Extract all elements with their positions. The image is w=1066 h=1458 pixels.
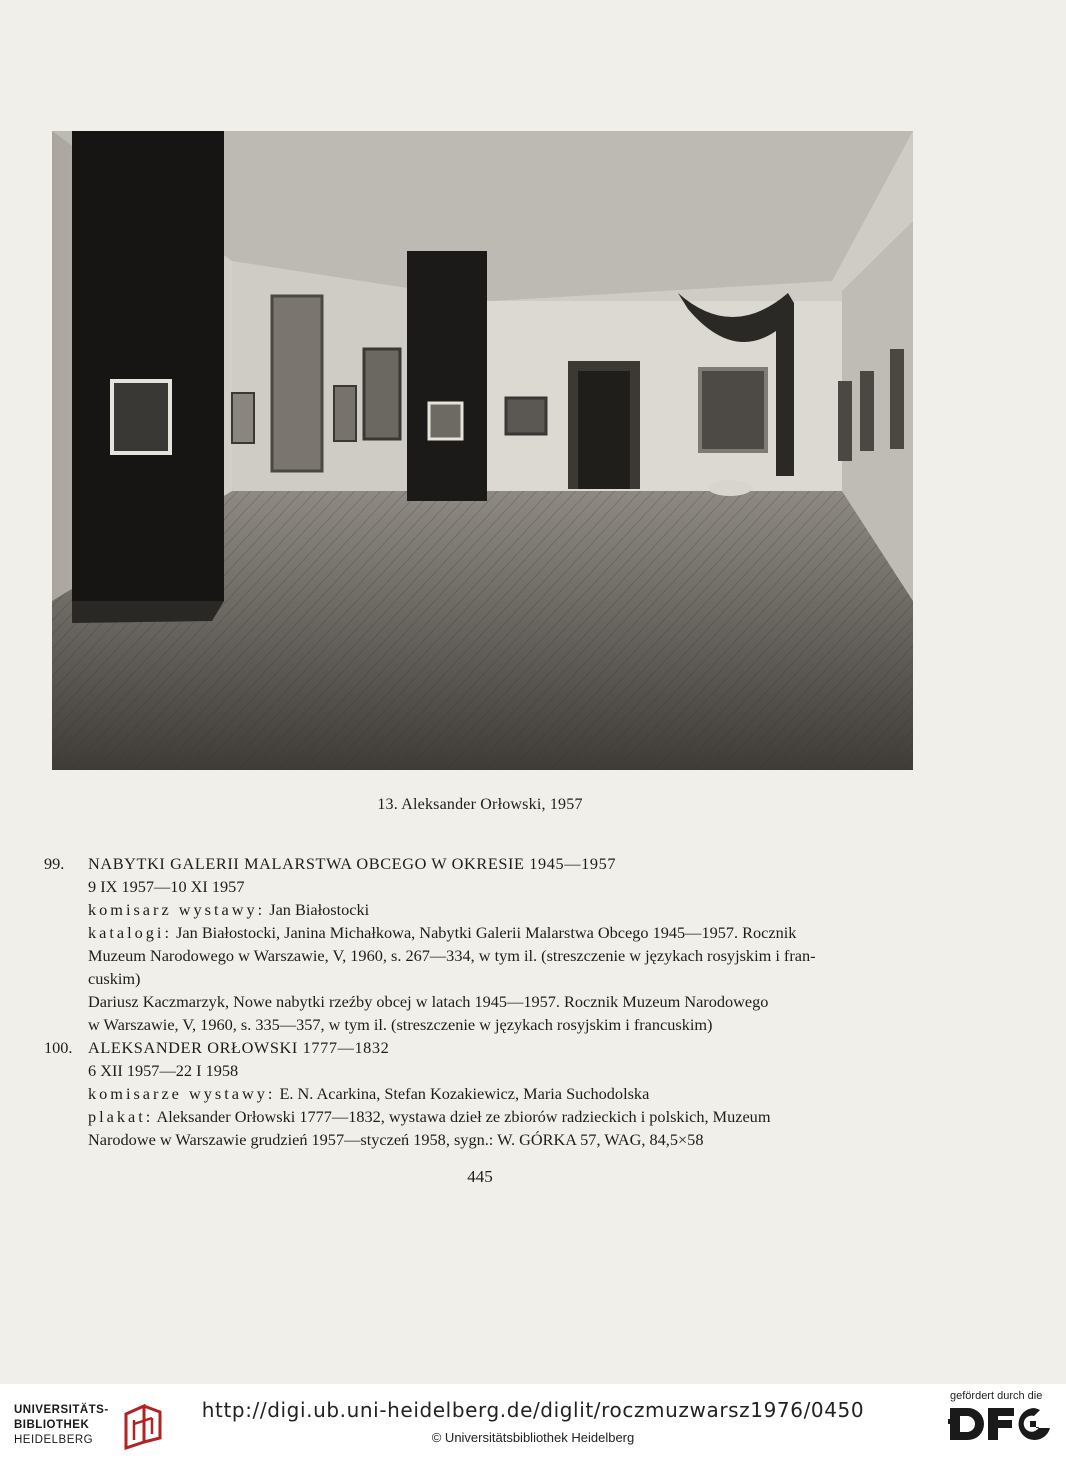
entry-title xyxy=(44,852,908,875)
library-name-line-1: UNIVERSITÄTS- xyxy=(14,1404,109,1416)
entry-99 xyxy=(44,852,908,1036)
footer-bar xyxy=(0,1384,1066,1458)
catalog-line-2: Muzeum Narodowego w Warszawie, V, 1960, s. 267—334, w tym il. (streszczenie w językach rosyjskim i fran- xyxy=(88,946,816,965)
commissioner-label: komisarz wystawy: xyxy=(88,900,266,919)
poster-label: plakat: xyxy=(88,1107,154,1126)
poster-line-2: Narodowe w Warszawie grudzień 1957—styczeń 1958, sygn.: W. GÓRKA 57, WAG, 84,5×58 xyxy=(88,1130,704,1149)
entry-poster xyxy=(44,1105,908,1128)
entry-100 xyxy=(44,1036,908,1151)
extra-reference-line-1: Dariusz Kaczmarzyk, Nowe nabytki rzeźby obcej w latach 1945—1957. Rocznik Muzeum Narodowego xyxy=(88,992,769,1011)
library-name-line-3: HEIDELBERG xyxy=(14,1434,94,1446)
catalog-label: katalogi: xyxy=(88,923,172,942)
entry-dates: 9 IX 1957—10 XI 1957 xyxy=(88,877,245,896)
gallery-interior-image xyxy=(52,131,913,770)
catalog-line-1: Jan Białostocki, Janina Michałkowa, Nabytki Galerii Malarstwa Obcego 1945—1957. Rocznik xyxy=(176,923,797,942)
entry-title xyxy=(44,1036,908,1059)
extra-reference-line-2: w Warszawie, V, 1960, s. 335—357, w tym il. (streszczenie w językach rosyjskim i francuskim) xyxy=(88,1015,713,1034)
entry-title-text: ALEKSANDER ORŁOWSKI 1777—1832 xyxy=(88,1038,390,1057)
entry-commissioner xyxy=(44,1082,908,1105)
catalog-line-3: cuskim) xyxy=(88,969,141,988)
entry-commissioner xyxy=(44,898,908,921)
exhibition-entries xyxy=(44,852,908,1151)
dfg-logo-icon[interactable] xyxy=(948,1404,1052,1446)
entry-number: 100. xyxy=(44,1038,73,1057)
entry-title-text: NABYTKI GALERII MALARSTWA OBCEGO W OKRESIE 1945—1957 xyxy=(88,854,617,873)
commissioner-label: komisarze wystawy: xyxy=(88,1084,276,1103)
permalink-url[interactable]: http://digi.ub.uni-heidelberg.de/diglit/roczmuzwarsz1976/0450 xyxy=(201,1398,865,1422)
poster-line-1: Aleksander Orłowski 1777—1832, wystawa dzieł ze zbiorów radzieckich i polskich, Muzeum xyxy=(156,1107,771,1126)
entry-number: 99. xyxy=(44,854,65,873)
funded-by-label: gefördert durch die xyxy=(950,1390,1043,1402)
library-name-line-2: BIBLIOTHEK xyxy=(14,1419,90,1431)
commissioner-value: E. N. Acarkina, Stefan Kozakiewicz, Maria Suchodolska xyxy=(279,1084,650,1103)
figure-caption: 13. Aleksander Orłowski, 1957 xyxy=(377,796,583,813)
entry-catalog xyxy=(44,921,908,944)
copyright-notice: © Universitätsbibliothek Heidelberg xyxy=(431,1430,635,1445)
entry-dates: 6 XII 1957—22 I 1958 xyxy=(88,1061,239,1080)
gallery-photograph xyxy=(52,131,913,770)
commissioner-value: Jan Białostocki xyxy=(269,900,370,919)
page-number: 445 xyxy=(467,1167,493,1186)
